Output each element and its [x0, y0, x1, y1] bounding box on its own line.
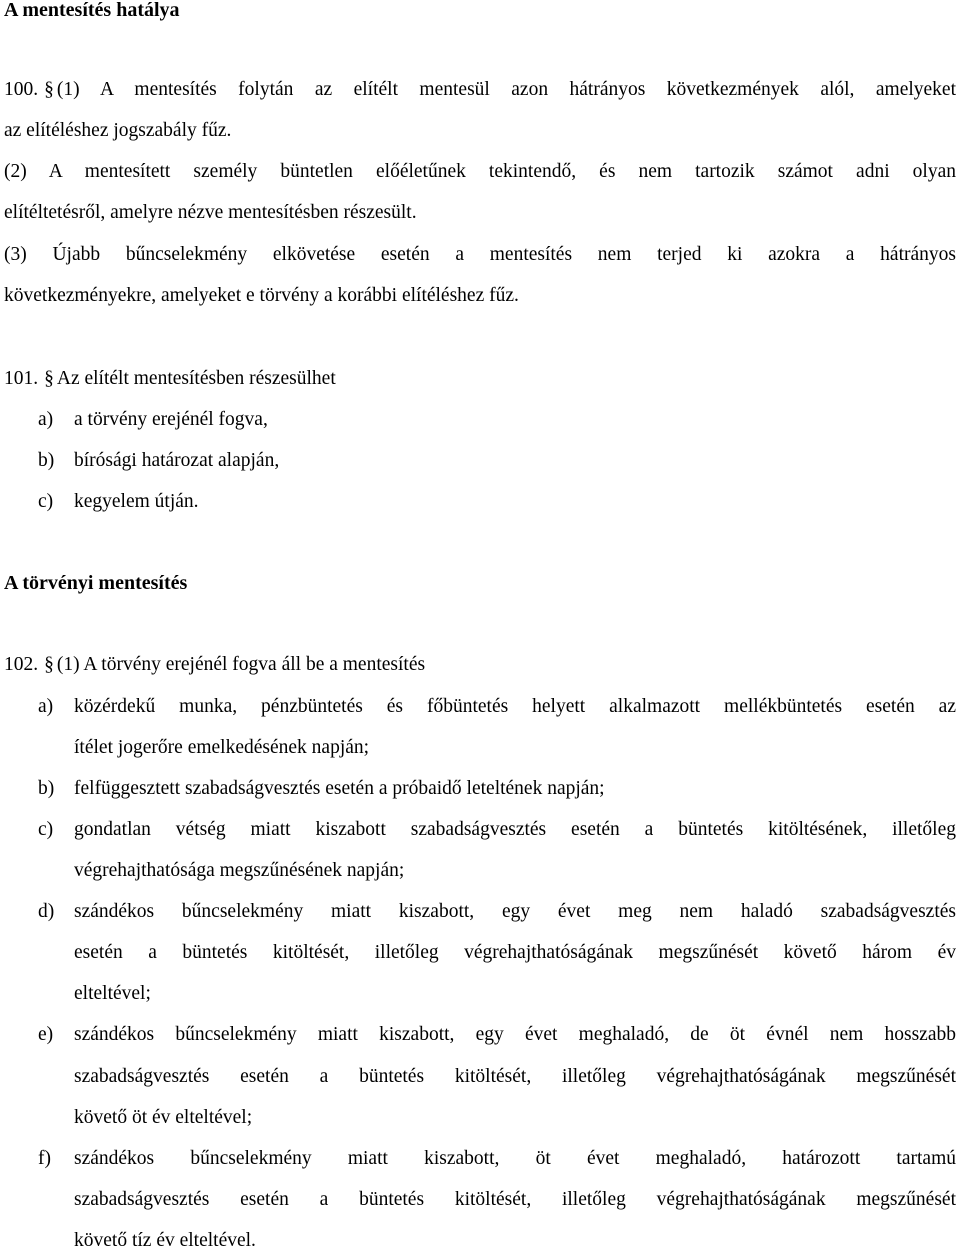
paragraph-number: 100. [4, 79, 39, 100]
paragraph-102-1 [4, 653, 956, 677]
paragraph-number: 101. [4, 368, 39, 389]
list-item-text: bírósági határozat alapján, [74, 450, 280, 471]
paragraph-100-3: (3) Újabb bűncselekmény elkövetése esetén a mentesítés nem terjed ki azokra a hátrányos [4, 244, 956, 265]
list-item-text: felfüggesztett szabadságvesztés esetén a próbaidő leteltének napján; [74, 778, 605, 799]
list-item-text: szándékos bűncselekmény miatt kiszabott, egy évet meghaladó, de öt évnél nem hosszabb [74, 1024, 956, 1045]
list-item-label: e) [38, 1024, 54, 1045]
paragraph-text: (1) A mentesítés folytán az elítélt mentesül azon hátrányos következmények alól, amelyeket [56, 79, 956, 100]
list-item-text: kegyelem útján. [74, 491, 199, 512]
list-item-text: gondatlan vétség miatt kiszabott szabadságvesztés esetén a büntetés kitöltésének, illetőleg [74, 819, 956, 840]
list-item-text: szándékos bűncselekmény miatt kiszabott, egy évet meg nem haladó szabadságvesztés [74, 901, 956, 922]
list-item-label: f) [38, 1148, 51, 1169]
paragraph-text: (1) A törvény erejénél fogva áll be a mentesítés [56, 654, 426, 675]
paragraph-100-1 [4, 78, 956, 102]
section-symbol: § [44, 79, 54, 100]
list-item-continuation: elteltével; [74, 983, 151, 1004]
paragraph-text: Az elítélt mentesítésben részesülhet [56, 368, 336, 389]
list-item-continuation: szabadságvesztés esetén a büntetés kitöltését, illetőleg végrehajthatóságának megszűnését [74, 1066, 956, 1087]
list-item-label: a) [38, 696, 54, 717]
list-item-text: közérdekű munka, pénzbüntetés és főbüntetés helyett alkalmazott mellékbüntetés esetén az [74, 696, 956, 717]
paragraph-100-2-cont: elítéltetésről, amelyre nézve mentesítésben részesült. [4, 202, 417, 223]
list-item-continuation: szabadságvesztés esetén a büntetés kitöltését, illetőleg végrehajthatóságának megszűnését [74, 1189, 956, 1210]
section-symbol: § [44, 368, 54, 389]
list-item-text: szándékos bűncselekmény miatt kiszabott, öt évet meghaladó, határozott tartamú [74, 1148, 956, 1169]
paragraph-100-1-cont: az elítéléshez jogszabály fűz. [4, 120, 232, 141]
list-item-label: a) [38, 409, 54, 430]
list-item-label: b) [38, 450, 55, 471]
list-item-label: c) [38, 491, 54, 512]
list-item-label: c) [38, 819, 54, 840]
section-heading-hatalya: A mentesítés hatálya [4, 0, 180, 21]
list-item-continuation: követő tíz év elteltével. [74, 1230, 256, 1251]
paragraph-101 [4, 367, 956, 391]
section-heading-torvenyi: A törvényi mentesítés [4, 572, 188, 594]
paragraph-100-3-cont: következményekre, amelyeket e törvény a korábbi elítéléshez fűz. [4, 285, 519, 306]
list-item-continuation: végrehajthatósága megszűnésének napján; [74, 860, 405, 881]
list-item-label: d) [38, 901, 55, 922]
list-item-label: b) [38, 778, 55, 799]
paragraph-100-2: (2) A mentesített személy büntetlen előéletűnek tekintendő, és nem tartozik számot adni olyan [4, 161, 956, 182]
section-symbol: § [44, 654, 54, 675]
list-item-text: a törvény erejénél fogva, [74, 409, 268, 430]
list-item-continuation: ítélet jogerőre emelkedésének napján; [74, 737, 370, 758]
list-item-continuation: követő öt év elteltével; [74, 1107, 253, 1128]
list-item-continuation: esetén a büntetés kitöltését, illetőleg végrehajthatóságának megszűnését követő három év [74, 942, 956, 963]
paragraph-number: 102. [4, 654, 39, 675]
